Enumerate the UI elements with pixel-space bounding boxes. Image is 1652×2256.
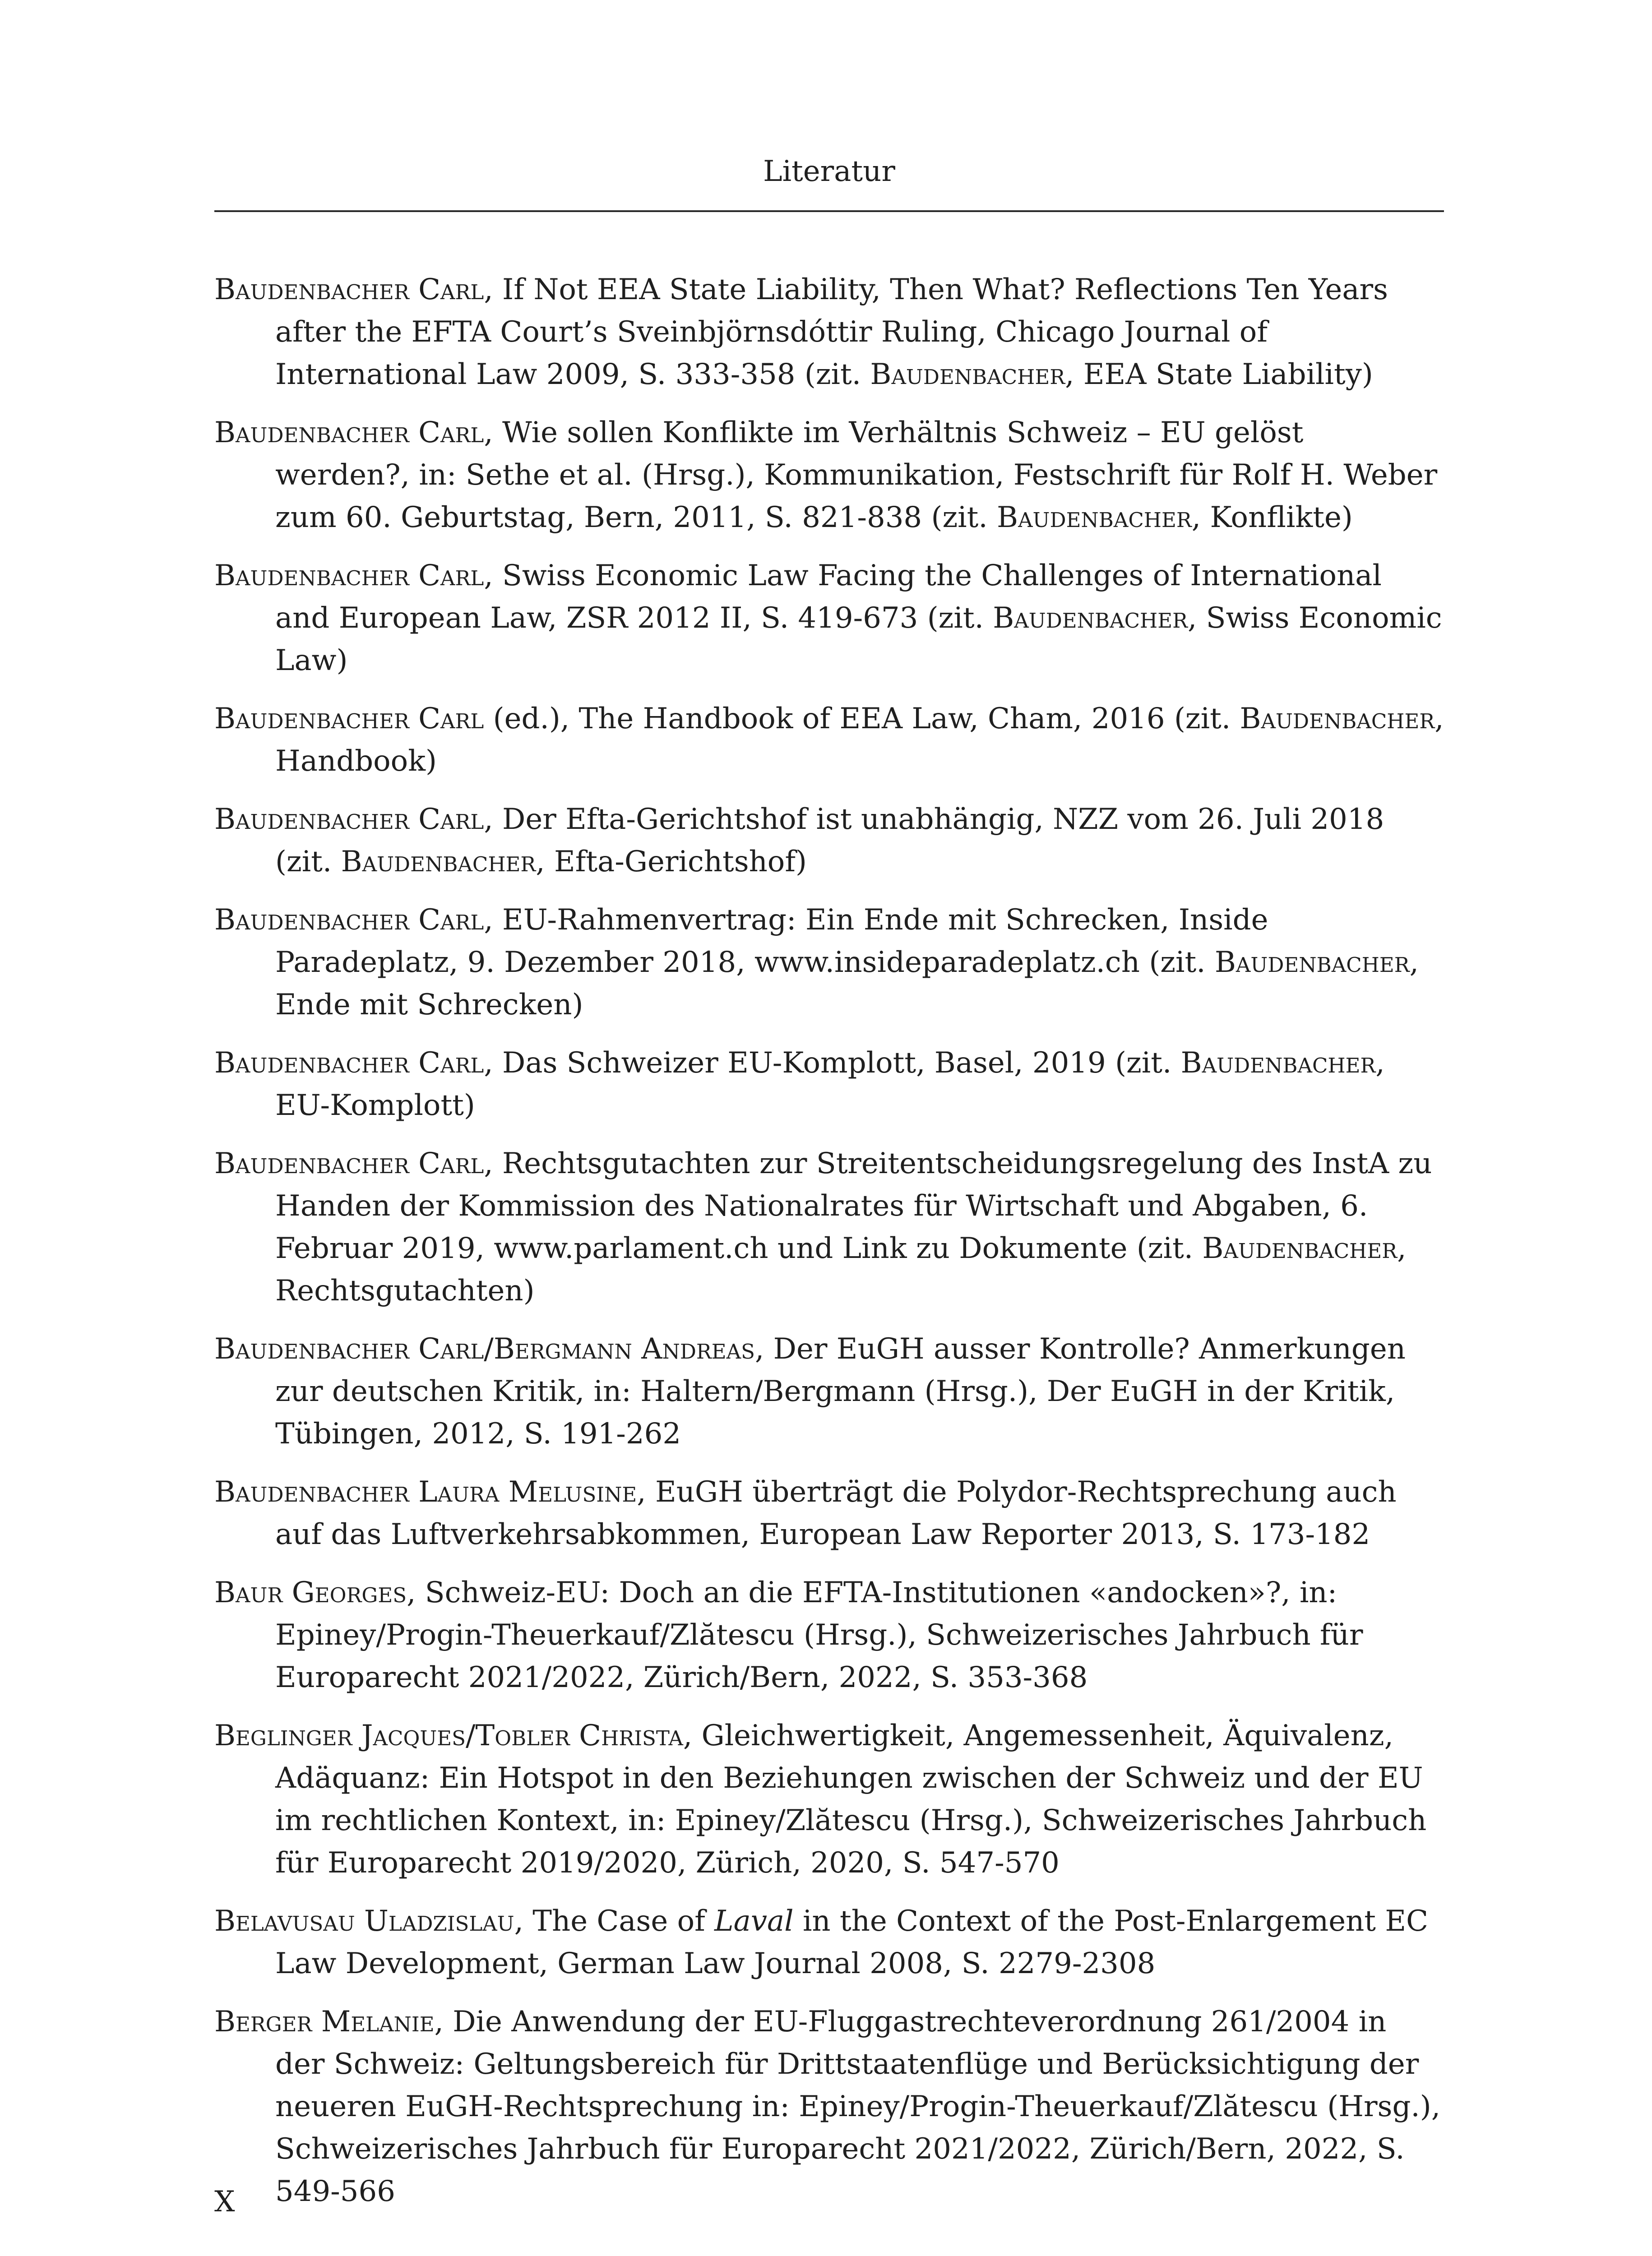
entry-text: , Gleichwertigkeit, Angemessenheit, Äquivalenz, Adäquanz: Ein Hotspot in den Beziehungen zwischen der Schweiz und der EU im rechtlichen Kontext, in: Epiney/Zlătescu (Hrsg.), Schweizerisches Jahrbuch für Europarecht 2019/2020, Zürich, 2020, S. 547-570 — [275, 1719, 1427, 1880]
entry-short-author: Baudenbacher — [997, 501, 1192, 534]
entry-author: Baudenbacher Carl — [214, 903, 484, 937]
entry-author: Baudenbacher Carl — [214, 559, 484, 592]
entry-author: Berger Melanie — [214, 2005, 435, 2039]
bibliography-entry — [214, 1142, 1444, 1312]
bibliography-entry — [214, 1900, 1444, 1985]
entry-short-author: Baudenbacher — [993, 601, 1188, 635]
entry-short-title: , Handbook) — [275, 702, 1444, 778]
bibliography-entry — [214, 1042, 1444, 1127]
entry-text: , If Not EEA State Liability, Then What? Reflections Ten Years after the EFTA Court’s Sveinbjörnsdóttir Ruling, Chicago Journal of International Law 2009, S. 333-358 (zit. — [275, 273, 1388, 391]
bibliography-entry — [214, 1328, 1444, 1455]
bibliography-entry — [214, 1471, 1444, 1556]
entry-text: , Die Anwendung der EU-Fluggastrechteverordnung 261/2004 in der Schweiz: Geltungsbereich für Drittstaatenflüge und Berücksichtigung der neueren EuGH-Rechtsprechung in: Epiney/Progin-Theuerkauf/Zlătescu (Hrsg.), Schweizerisches Jahrbuch für Europarecht 2021/2022, Zürich/Bern, 2022, S. 549-566 — [275, 2005, 1441, 2208]
entry-author: Baudenbacher Carl/Bergmann Andreas — [214, 1332, 755, 1366]
bibliography-entry — [214, 1572, 1444, 1699]
entry-author: Baudenbacher Carl — [214, 1147, 484, 1180]
entry-text: (ed.), The Handbook of EEA Law, Cham, 2016 (zit. — [484, 702, 1240, 735]
entry-short-author: Baudenbacher — [1214, 946, 1410, 979]
bibliography-entry — [214, 411, 1444, 539]
bibliography-entry — [214, 698, 1444, 782]
entry-text: , The Case of — [514, 1905, 715, 1938]
entry-short-title: , EEA State Liability) — [1065, 358, 1373, 391]
entry-short-author: Baudenbacher — [870, 358, 1065, 391]
entry-text: , Schweiz-EU: Doch an die EFTA-Institutionen «andocken»?, in: Epiney/Progin-Theuerkauf/Zlătescu (Hrsg.), Schweizerisches Jahrbuch für Europarecht 2021/2022, Zürich/Bern, 2022, S. 353-368 — [275, 1576, 1363, 1694]
entry-short-title: , Ende mit Schrecken) — [275, 946, 1419, 1022]
entry-short-title: , Swiss Economic Law) — [275, 601, 1442, 677]
entry-author: Baudenbacher Carl — [214, 273, 484, 306]
running-header: Literatur — [763, 155, 895, 188]
entry-text: , EuGH überträgt die Polydor-Rechtsprechung auch auf das Luftverkehrsabkommen, European Law Reporter 2013, S. 173-182 — [275, 1475, 1397, 1551]
bibliography-list — [214, 268, 1444, 2228]
page-number: X — [214, 2185, 235, 2219]
entry-text: in the Context of the Post-Enlargement EC Law Development, German Law Journal 2008, S. 2279-2308 — [275, 1905, 1429, 1980]
bibliography-entry — [214, 268, 1444, 396]
entry-author: Baudenbacher Carl — [214, 1046, 484, 1080]
bibliography-entry — [214, 899, 1444, 1026]
entry-italic-case-name: Laval — [714, 1905, 794, 1938]
bibliography-entry — [214, 2001, 1444, 2213]
entry-text: , EU-Rahmenvertrag: Ein Ende mit Schrecken, Inside Paradeplatz, 9. Dezember 2018, www.insideparadeplatz.ch (zit. — [275, 903, 1268, 979]
entry-short-author: Baudenbacher — [1202, 1232, 1397, 1265]
entry-text: , Wie sollen Konflikte im Verhältnis Schweiz – EU gelöst werden?, in: Sethe et al. (Hrsg.), Kommunikation, Festschrift für Rolf H. Weber zum 60. Geburtstag, Bern, 2011, S. 821-838 (zit. — [275, 416, 1438, 534]
entry-text: , Swiss Economic Law Facing the Challenges of International and European Law, ZSR 2012 II, S. 419-673 (zit. — [275, 559, 1382, 635]
entry-author: Beglinger Jacques/Tobler Christa — [214, 1719, 683, 1752]
entry-text: , Rechtsgutachten zur Streitentscheidungsregelung des InstA zu Handen der Kommission des Nationalrates für Wirtschaft und Abgaben, 6. Februar 2019, www.parlament.ch und Link zu Dokumente (zit. — [275, 1147, 1432, 1265]
entry-author: Baur Georges — [214, 1576, 407, 1609]
entry-short-author: Baudenbacher — [1180, 1046, 1376, 1080]
entry-author: Baudenbacher Laura Melusine — [214, 1475, 637, 1509]
entry-author: Baudenbacher Carl — [214, 803, 484, 836]
entry-author: Baudenbacher Carl — [214, 416, 484, 449]
entry-author: Belavusau Uladzislau — [214, 1905, 514, 1938]
bibliography-entry — [214, 555, 1444, 682]
bibliography-entry — [214, 798, 1444, 883]
entry-short-author: Baudenbacher — [341, 845, 536, 878]
entry-short-title: , Efta-Gerichtshof) — [536, 845, 807, 878]
entry-text: , Das Schweizer EU-Komplott, Basel, 2019 (zit. — [484, 1046, 1181, 1080]
entry-text: , Der Efta-Gerichtshof ist unabhängig, NZZ vom 26. Juli 2018 (zit. — [275, 803, 1384, 878]
entry-text: , Der EuGH ausser Kontrolle? Anmerkungen zur deutschen Kritik, in: Haltern/Bergmann (Hrsg.), Der EuGH in der Kritik, Tübingen, 2012, S. 191-262 — [275, 1332, 1406, 1451]
entry-short-title: , Konflikte) — [1191, 501, 1353, 534]
entry-author: Baudenbacher Carl — [214, 702, 484, 735]
entry-short-author: Baudenbacher — [1240, 702, 1435, 735]
entry-short-title: , Rechtsgutachten) — [275, 1232, 1407, 1308]
header-rule — [214, 210, 1444, 212]
entry-short-title: , EU-Komplott) — [275, 1046, 1385, 1122]
bibliography-entry — [214, 1715, 1444, 1884]
